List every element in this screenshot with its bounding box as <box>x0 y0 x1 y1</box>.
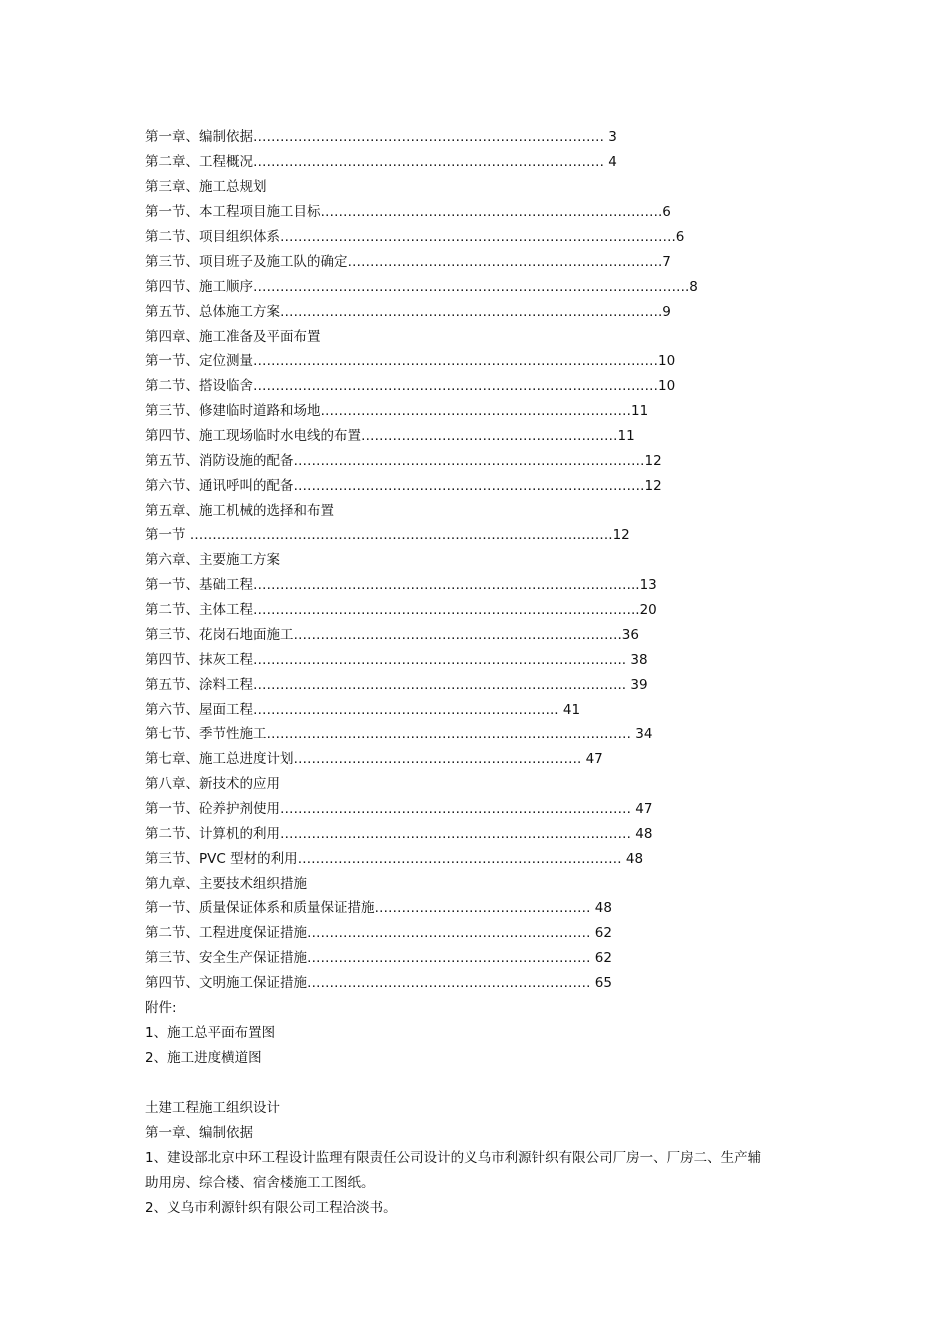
toc-entry: 第二节、项目组织体系…………………………………………………………………………….6 <box>145 229 685 245</box>
toc-entry: 第一节、砼养护剂使用…………………………………………………………………… 47 <box>145 801 653 817</box>
toc-entry: 第二节、工程进度保证措施……………………………………………………… 62 <box>145 925 612 941</box>
toc-entry: 1、施工总平面布置图 <box>145 1025 276 1041</box>
toc-entry: 第二节、计算机的利用…………………………………………………………………… 48 <box>145 826 653 842</box>
toc-entry: 第三章、施工总规划 <box>145 179 267 195</box>
toc-entry: 第三节、项目班子及施工队的确定…………………………………………………………….7 <box>145 254 671 270</box>
toc-entry: 第三节、花岗石地面施工……………………………………………………………….36 <box>145 627 639 643</box>
toc-entry: 第五节、涂料工程……………………………………………………………………….. 39 <box>145 677 648 693</box>
chapter-heading: 第一章、编制依据 <box>145 1125 253 1141</box>
toc-entry: 第四节、文明施工保证措施……………………………………………………… 65 <box>145 975 612 991</box>
toc-entry: 2、施工进度横道图 <box>145 1050 262 1066</box>
toc-entry: 第四节、施工顺序…………………………………………………………………………………….8 <box>145 279 698 295</box>
toc-entry: 第三节、安全生产保证措施……………………………………………………… 62 <box>145 950 612 966</box>
toc-entry: 第一节、定位测量………………………………………………………………………………10 <box>145 353 676 369</box>
toc-entry: 第七章、施工总进度计划………………………………………………………. 47 <box>145 751 603 767</box>
toc-entry: 第五节、总体施工方案………………………………………………………………………….9 <box>145 304 671 320</box>
body-paragraph: 1、建设部北京中环工程设计监理有限责任公司设计的义乌市利源针织有限公司厂房一、厂房二、生产辅 <box>145 1150 762 1166</box>
toc-entry: 第八章、新技术的应用 <box>145 776 280 792</box>
toc-entry: 附件: <box>145 1000 177 1016</box>
toc-entry: 第二节、主体工程…………………………………………………………………………..20 <box>145 602 657 618</box>
toc-entry: 第五章、施工机械的选择和布置 <box>145 503 334 519</box>
toc-entry: 第九章、主要技术组织措施 <box>145 876 307 892</box>
toc-entry: 第三节、PVC 型材的利用……………………………………………………………… 48 <box>145 851 644 867</box>
body-paragraph: 2、义乌市利源针织有限公司工程洽淡书。 <box>145 1200 397 1216</box>
toc-entry: 第六节、通讯呼叫的配备……………………………………………………………………12 <box>145 478 662 494</box>
body-paragraph: 助用房、综合楼、宿舍楼施工工图纸。 <box>145 1175 375 1191</box>
document-title: 土建工程施工组织设计 <box>145 1100 280 1116</box>
toc-entry: 第一节、基础工程…………………………………………………………………………..13 <box>145 577 657 593</box>
toc-entry: 第七节、季节性施工……………………………………………………………………… 34 <box>145 726 653 742</box>
toc-entry: 第六节、屋面工程………………………………………………………….. 41 <box>145 702 581 718</box>
toc-entry: 第四节、抹灰工程……………………………………………………………………….. 38 <box>145 652 648 668</box>
toc-entry: 第五节、消防设施的配备……………………………………………………………………12 <box>145 453 662 469</box>
toc-entry: 第六章、主要施工方案 <box>145 552 280 568</box>
toc-entry: 第四章、施工准备及平面布置 <box>145 329 321 345</box>
toc-entry: 第一节 ………………………………………………………………………………….12 <box>145 527 630 543</box>
toc-entry: 第二节、搭设临舍………………………………………………………………………………10 <box>145 378 676 394</box>
toc-entry: 第一章、编制依据…………………………………………………………………… 3 <box>145 129 617 145</box>
toc-entry: 第二章、工程概况…………………………………………………………………… 4 <box>145 154 617 170</box>
toc-entry: 第一节、质量保证体系和质量保证措施………………………………………… 48 <box>145 900 612 916</box>
toc-entry: 第四节、施工现场临时水电线的布置…………………………………………………11 <box>145 428 635 444</box>
toc-entry: 第三节、修建临时道路和场地……………………………………………………………11 <box>145 403 649 419</box>
toc-entry: 第一节、本工程项目施工目标………………………………………………………………….6 <box>145 204 671 220</box>
